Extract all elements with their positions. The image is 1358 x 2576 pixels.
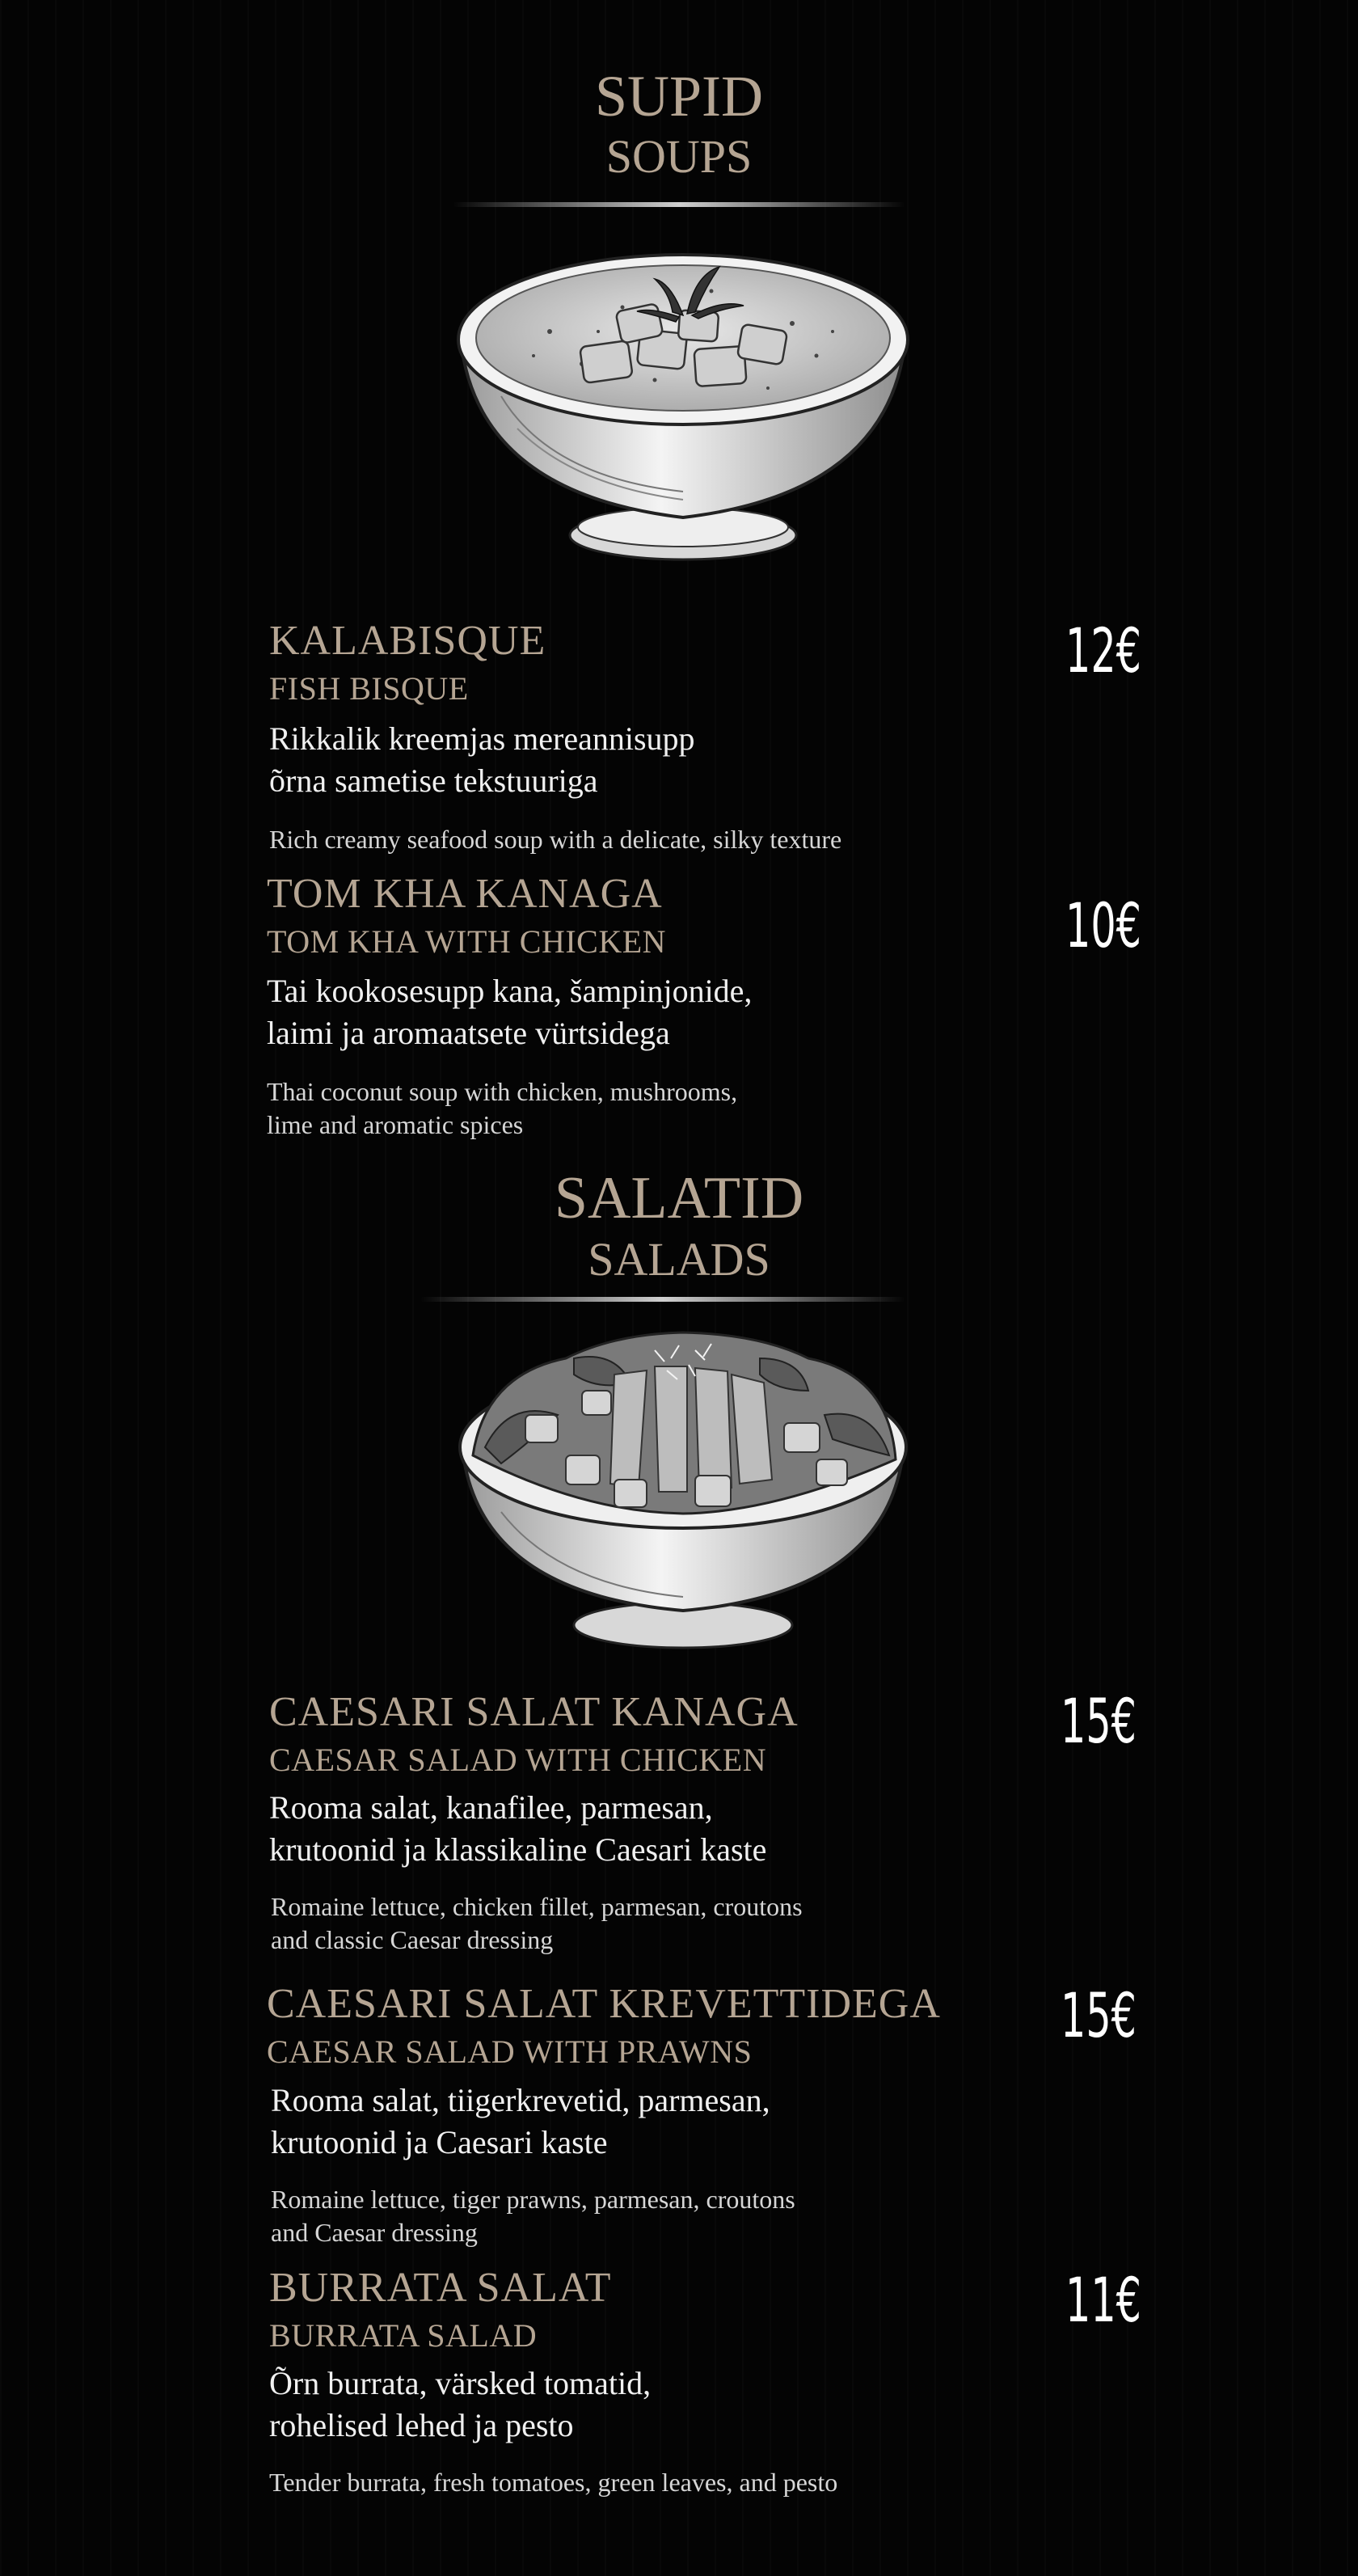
menu-item-desc-et-line1: Rooma salat, tiigerkrevetid, parmesan, bbox=[271, 2082, 770, 2118]
menu-item-desc-et-line1: Õrn burrata, värsked tomatid, bbox=[269, 2365, 652, 2401]
menu-item-name-et: CAESARI SALAT KANAGA bbox=[269, 1689, 799, 1735]
menu-item-price: 10€ bbox=[1065, 889, 1141, 961]
menu-item-name-en: FISH BISQUE bbox=[269, 670, 469, 707]
menu-item-name-et: BURRATA SALAT bbox=[269, 2265, 612, 2311]
salads-title-en: SALADS bbox=[588, 1233, 770, 1286]
menu-item-desc-en-line2: lime and aromatic spices bbox=[267, 1110, 524, 1139]
soup-bowl-illustration bbox=[453, 234, 913, 574]
menu-item-name-et: TOM KHA KANAGA bbox=[267, 871, 663, 917]
menu-item-name-en: CAESAR SALAD WITH PRAWNS bbox=[267, 2033, 753, 2070]
menu-item-name-et: CAESARI SALAT KREVETTIDEGA bbox=[267, 1981, 941, 2027]
menu-item-desc-et-line2: laimi ja aromaatsete vürtsidega bbox=[267, 1015, 670, 1051]
menu-item-desc-en: Rich creamy seafood soup with a delicate, silky texture bbox=[269, 825, 842, 854]
menu-item-price: 12€ bbox=[1065, 614, 1141, 686]
menu-item-desc-en-line1: Thai coconut soup with chicken, mushrooms, bbox=[267, 1077, 738, 1106]
menu-item-desc-et-line2: krutoonid ja Caesari kaste bbox=[271, 2124, 608, 2160]
menu-item-name-en: TOM KHA WITH CHICKEN bbox=[267, 923, 667, 960]
menu-item-name-en: CAESAR SALAD WITH CHICKEN bbox=[269, 1742, 767, 1778]
menu-item-desc-et-line2: krutoonid ja klassikaline Caesari kaste bbox=[269, 1831, 767, 1868]
menu-item-desc-et-line2: rohelised lehed ja pesto bbox=[269, 2407, 574, 2443]
menu-item-desc-en-line2: and Caesar dressing bbox=[271, 2218, 478, 2247]
menu-item-price: 15€ bbox=[1061, 1685, 1137, 1757]
menu-item-name-et: KALABISQUE bbox=[269, 618, 546, 664]
soups-divider bbox=[453, 202, 905, 207]
menu-item-desc-et-line1: Rooma salat, kanafilee, parmesan, bbox=[269, 1789, 713, 1826]
menu-item-price: 11€ bbox=[1065, 2264, 1141, 2336]
menu-item-desc-et-line1: Tai kookosesupp kana, šampinjonide, bbox=[267, 973, 753, 1009]
menu-item-desc-en-line1: Romaine lettuce, chicken fillet, parmesan, croutons bbox=[271, 1892, 803, 1921]
menu-item-price: 15€ bbox=[1061, 1979, 1137, 2051]
menu-item-desc-en: Tender burrata, fresh tomatoes, green leaves, and pesto bbox=[269, 2468, 838, 2497]
menu-item-desc-et-line2: õrna sametise tekstuuriga bbox=[269, 762, 598, 799]
salads-divider bbox=[420, 1297, 905, 1302]
menu-item-desc-et-line1: Rikkalik kreemjas mereannisupp bbox=[269, 720, 695, 757]
menu-item-name-en: BURRATA SALAD bbox=[269, 2317, 538, 2354]
soups-title-et: SUPID bbox=[594, 64, 764, 129]
salads-title-et: SALATID bbox=[554, 1165, 804, 1231]
soups-title-en: SOUPS bbox=[605, 130, 753, 183]
salad-bowl-illustration bbox=[453, 1326, 913, 1658]
menu-item-desc-en-line1: Romaine lettuce, tiger prawns, parmesan, croutons bbox=[271, 2185, 795, 2214]
menu-item-desc-en-line2: and classic Caesar dressing bbox=[271, 1925, 554, 1954]
